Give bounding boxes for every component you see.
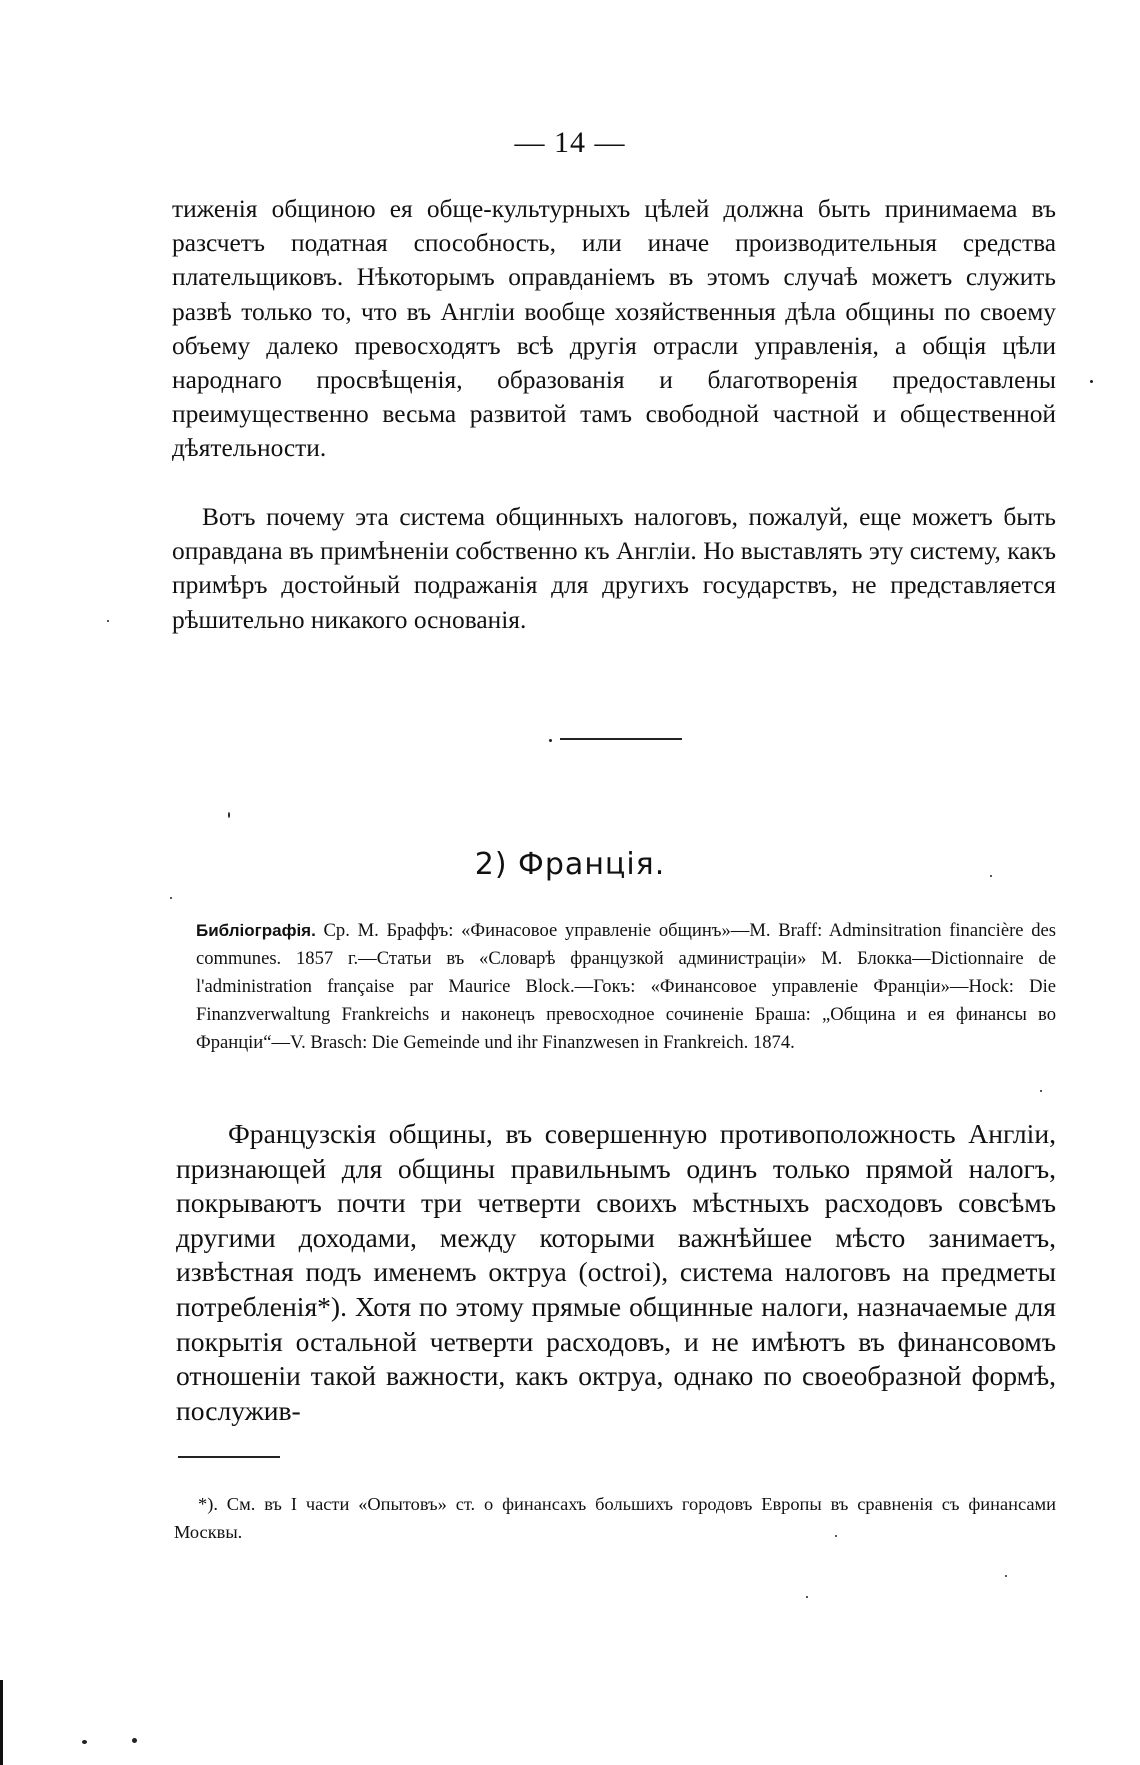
section-title: 2) Франція. <box>474 847 666 882</box>
scan-speck <box>835 1535 837 1537</box>
scan-speck <box>1005 1575 1007 1577</box>
paragraph-continuation: тиженія общиною ея обще-культурныхъ цѣлей должна быть принимаема въ разсчетъ податная способность, или иначе производительныя средства плательщиковъ. Нѣкоторымъ оправданіемъ въ этомъ случаѣ можетъ служить развѣ только то, что въ Англіи вообще хозяйственныя дѣла общины по своему объему далеко превосходятъ всѣ другія отрасли управленія, а общія цѣли народнаго просвѣщенія, образованія и благотворенія предоставлены преимущественно весьма развитой тамъ свободной частной и общественной дѣятельности. <box>172 195 1056 463</box>
scan-speck <box>107 620 109 622</box>
scan-speck <box>806 1596 808 1598</box>
footnote-divider <box>178 1456 280 1458</box>
page-number: — 14 — <box>514 126 626 159</box>
section-divider <box>560 738 682 740</box>
scan-speck <box>1090 380 1093 383</box>
scan-speck <box>170 897 172 899</box>
scan-speck <box>132 1738 137 1743</box>
scan-edge-mark <box>0 1680 3 1765</box>
scan-speck <box>990 875 992 877</box>
scan-speck <box>82 1740 87 1744</box>
bibliography-block <box>196 917 1056 1057</box>
paragraph-france: Французскія общины, въ совершенную противоположность Англіи, признающей для общины правильнымъ одинъ только прямой налогъ, покрываютъ почти три четверти своихъ мѣстныхъ расходовъ совсѣмъ другими доходами, между которыми важнѣйшее мѣсто занимаетъ, извѣстная подъ именемъ октруа (octroi), система налоговъ на предметы потребленія*). Хотя по этому прямые общинные налоги, назначаемые для покрытія остальной четверти расходовъ, и не имѣютъ въ финансовомъ отношеніи такой важности, какъ октруа, однако по своеобразной формѣ, послужив- <box>176 1118 1056 1426</box>
scan-speck <box>228 812 230 818</box>
paragraph-conclusion: Вотъ почему эта система общинныхъ налоговъ, пожалуй, еще можетъ быть оправдана въ примѣненіи собственно къ Англіи. Но выставлять эту систему, какъ примѣръ достойный подражанія для другихъ государствъ, не представляется рѣшительно никакого основанія. <box>172 503 1056 634</box>
scan-speck <box>549 739 552 742</box>
bibliography-heading: Библіографія. <box>196 921 316 940</box>
bibliography-text: Ср. М. Браффъ: «Финасовое управленіе общинъ»—M. Braff: Adminsitration financière des communes. 1857 г.—Статьи въ «Словарѣ французкой администраціи» М. Блокка—Dictionnaire de l'administration française par Maurice Block.—Гокъ: «Финансовое управленіе Франціи»—Hock: Die Finanzverwaltung Frankreichs и наконецъ превосходное сочиненіе Браша: „Община и ея финансы во Франціи“—V. Brasch: Die Gemeinde und ihr Finanzwesen in Frankreich. 1874. <box>196 920 1056 1053</box>
footnote: *). См. въ I части «Опытовъ» ст. о финансахъ большихъ городовъ Европы въ сравненія съ финансами Москвы. <box>174 1494 1056 1542</box>
scan-speck <box>1040 1090 1042 1092</box>
